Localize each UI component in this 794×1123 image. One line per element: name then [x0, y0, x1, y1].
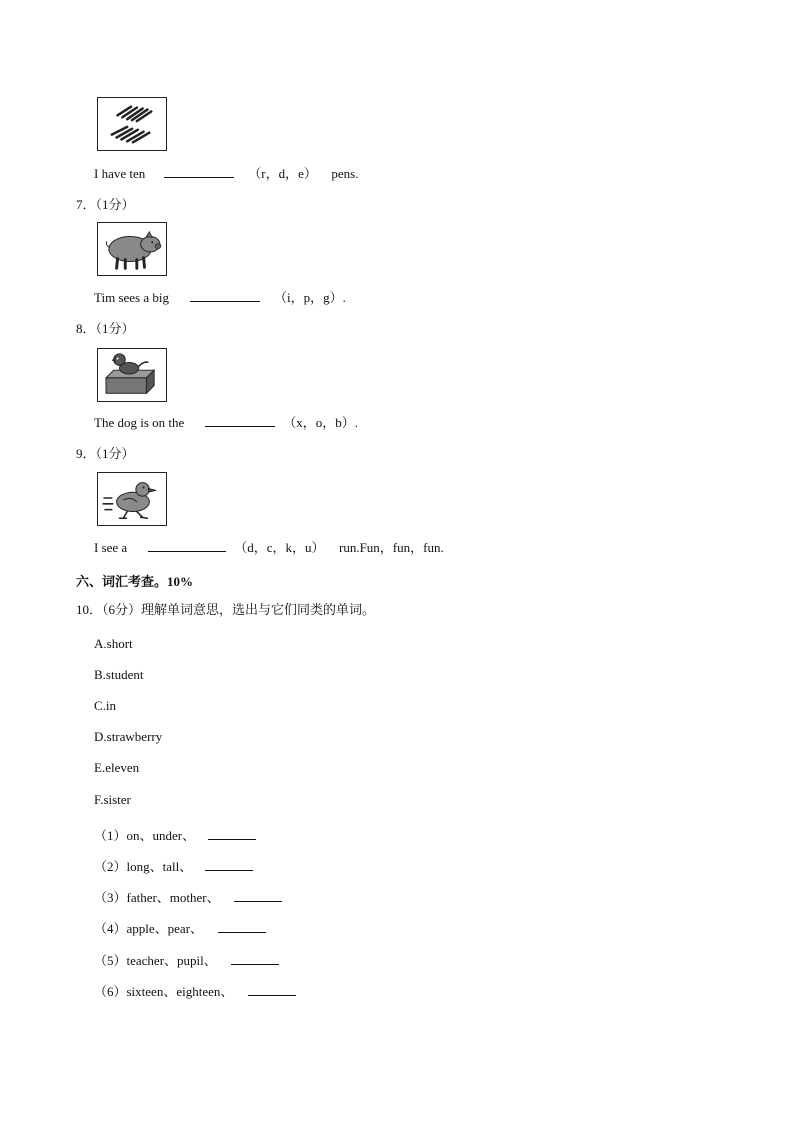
- q10-item-5: [94, 950, 279, 969]
- q6-letters: （r，d，e）: [248, 166, 317, 181]
- dog-on-box-picture: [97, 348, 167, 402]
- q10-item-6-blank[interactable]: [248, 984, 296, 996]
- q10-item-3-text: （3）father、mother、: [94, 890, 220, 905]
- question-7-sentence: [94, 290, 346, 306]
- q10-item-1-blank[interactable]: [208, 828, 256, 840]
- option-c: C.in: [94, 698, 117, 713]
- q10-item-6-text: （6）sixteen、eighteen、: [94, 984, 234, 999]
- q6-sentence-end: pens.: [331, 166, 359, 181]
- q10-item-4: [94, 918, 266, 937]
- q10-item-1-text: （1）on、under、: [94, 828, 196, 843]
- q10-item-5-text: （5）teacher、pupil、: [94, 953, 217, 968]
- q7-letters: （i，p，g）.: [274, 290, 346, 305]
- option-a: A.short: [94, 636, 133, 651]
- q8-sentence-start: The dog is on the: [94, 415, 185, 430]
- q10-item-4-text: （4）apple、pear、: [94, 921, 204, 936]
- q10-item-3-blank[interactable]: [234, 890, 282, 902]
- section-6-title: 六、词汇考查。10%: [76, 574, 194, 589]
- q8-letters: （x，o，b）.: [283, 415, 359, 430]
- pig-picture: [97, 222, 167, 276]
- q9-answer-blank[interactable]: [148, 540, 226, 552]
- q6-sentence-start: I have ten: [94, 166, 146, 181]
- q10-item-4-blank[interactable]: [218, 921, 266, 933]
- question-7-number: 7．（1分）: [76, 197, 135, 212]
- option-e: E.eleven: [94, 760, 140, 775]
- q10-item-2-text: （2）long、tall、: [94, 859, 193, 874]
- q6-answer-blank[interactable]: [164, 166, 234, 178]
- option-f: F.sister: [94, 792, 131, 807]
- q9-letters: （d，c，k，u）: [234, 540, 325, 555]
- question-9-sentence: [94, 540, 444, 556]
- q10-item-2: [94, 856, 253, 875]
- question-8-number: 8．（1分）: [76, 321, 135, 336]
- q9-sentence-end: run.Fun，fun，fun.: [338, 540, 444, 555]
- question-10-number: 10．（6分）理解单词意思，选出与它们同类的单词。: [76, 602, 376, 617]
- q7-answer-blank[interactable]: [190, 290, 260, 302]
- option-d: D.strawberry: [94, 729, 163, 744]
- q9-sentence-start: I see a: [94, 540, 128, 555]
- q8-answer-blank[interactable]: [205, 415, 275, 427]
- q10-item-1: [94, 825, 256, 844]
- q7-sentence-start: Tim sees a big: [94, 290, 169, 305]
- question-9-number: 9．（1分）: [76, 446, 135, 461]
- q10-item-2-blank[interactable]: [205, 859, 253, 871]
- duck-picture: [97, 472, 167, 526]
- q10-item-3: [94, 887, 282, 906]
- q10-item-6: [94, 981, 296, 1000]
- pencils-picture: [97, 97, 167, 151]
- question-6-sentence: [94, 166, 358, 182]
- question-8-sentence: [94, 415, 358, 431]
- q10-item-5-blank[interactable]: [231, 953, 279, 965]
- option-b: B.student: [94, 667, 144, 682]
